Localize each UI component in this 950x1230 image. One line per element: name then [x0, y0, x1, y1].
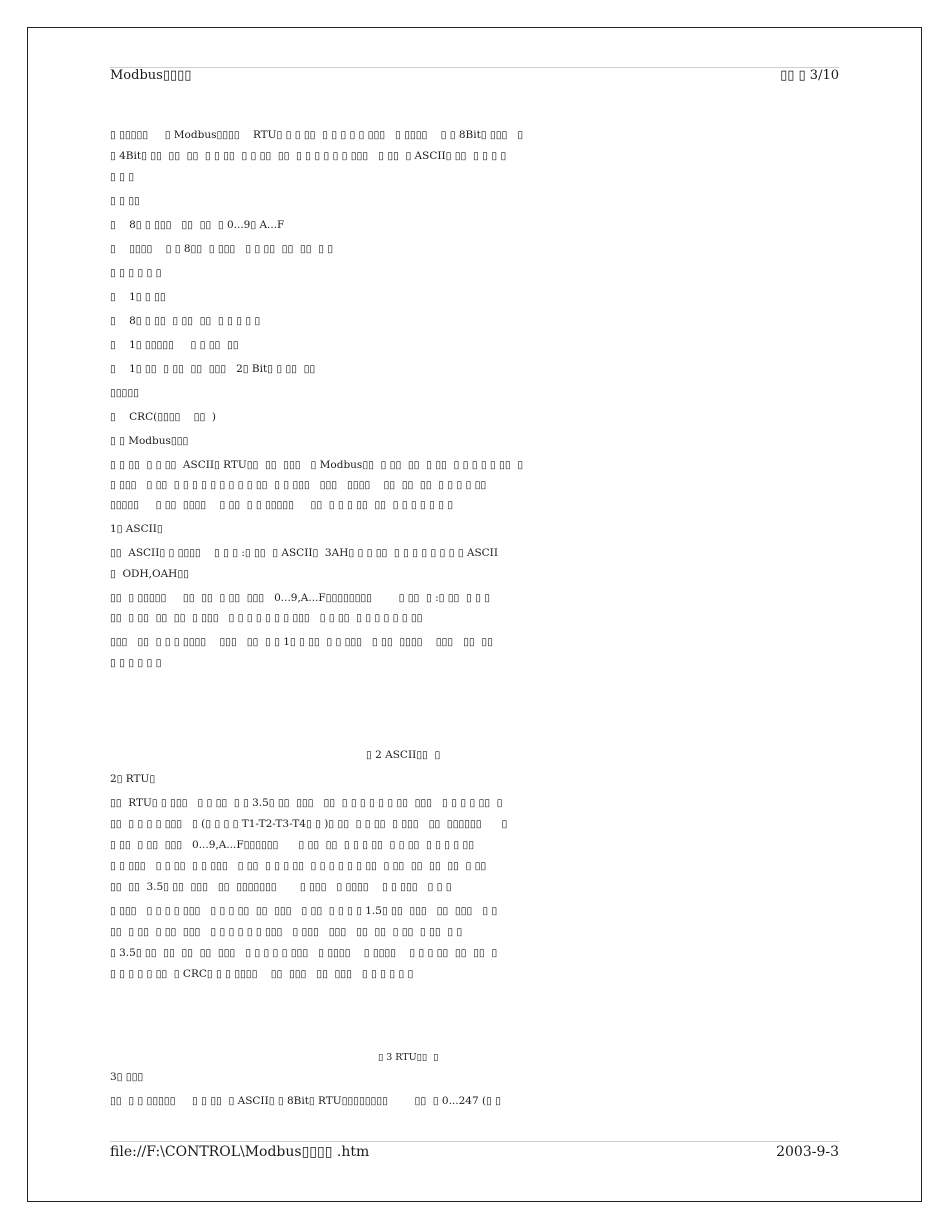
text-line: ▯ ▯ ▯▯ [110, 195, 140, 207]
text-line: ▯ ▯ ▯▯ ▯ ▯ ▯▯ ASCII▯ RTU▯▯ ▯▯ ▯▯▯ ▯ Modbus▯▯ ▯ ▯▯ ▯▯ ▯ ▯▯ ▯ ▯ ▯ ▯ ▯ ▯▯ ▯ [110, 459, 524, 471]
text-line: ▯ CRC(▯▯▯▯ ▯▯ ) [110, 411, 216, 423]
text-line: ▯ 1▯ ▯▯▯▯▯ ▯ ▯ ▯▯ ▯▯ [110, 339, 239, 351]
footer-file-path: file://F:\CONTROL\Modbus▯▯▯▯ .htm [110, 1144, 370, 1160]
figure-caption: ▯ 3 RTU▯▯ ▯ [378, 1052, 439, 1063]
text-line: ▯ ▯ ▯ ▯ ▯ ▯ [110, 267, 162, 279]
page-header [110, 67, 839, 86]
text-line: ▯ 3.5▯ ▯▯ ▯▯ ▯▯ ▯▯ ▯▯▯ ▯ ▯ ▯ ▯ ▯ ▯▯▯ ▯ ▯▯▯▯ ▯ ▯▯▯▯ ▯ ▯ ▯ ▯▯ ▯▯ ▯▯ ▯ [110, 947, 498, 959]
text-line: ▯ ▯▯▯▯▯ ▯ Modbus▯▯▯▯ RTU▯ ▯ ▯ ▯▯ ▯ ▯ ▯ ▯ ▯ ▯▯▯ ▯ ▯▯▯▯ ▯ ▯ 8Bit▯ ▯▯▯ ▯ [110, 129, 524, 141]
text-line: ▯▯ ▯ ▯ ▯▯▯▯▯ ▯ ▯ ▯▯ ▯ ASCII▯ ▯ 8Bit▯ RTU▯▯▯▯▯▯▯▯ ▯▯ ▯ 0...247 (▯ ▯ [110, 1095, 501, 1107]
text-line: ▯ ▯ ▯ ▯ ▯ ▯▯ ▯ CRC▯ ▯ ▯ ▯▯▯▯ ▯▯ ▯▯▯ ▯▯ ▯▯▯ ▯ ▯ ▯ ▯ ▯ ▯ [110, 968, 414, 980]
page-footer [110, 1141, 839, 1162]
text-line: ▯▯▯ ▯▯ ▯ ▯ ▯ ▯▯▯▯ ▯▯▯ ▯▯ ▯ ▯ 1▯ ▯ ▯▯ ▯ ▯ ▯▯▯ ▯ ▯▯ ▯▯▯▯ ▯▯▯ ▯▯ ▯▯ [110, 636, 493, 648]
figure-caption: ▯ 2 ASCII▯▯ ▯ [366, 749, 441, 761]
text-line: ▯ ▯▯ ▯ ▯▯ ▯▯▯ 0...9,A...F▯▯▯▯▯▯ ▯ ▯▯ ▯▯ ▯ ▯ ▯ ▯▯ ▯ ▯ ▯▯ ▯ ▯ ▯ ▯ ▯▯ [110, 839, 474, 851]
text-line: ▯▯▯▯▯ ▯ ▯▯ ▯▯▯▯ ▯ ▯▯ ▯ ▯ ▯▯▯▯▯ ▯▯ ▯ ▯ ▯ ▯▯ ▯▯ ▯ ▯ ▯ ▯ ▯ ▯ ▯ [110, 499, 454, 511]
text-line: ▯ ▯ ▯ ▯ ▯ ▯ [110, 657, 162, 669]
text-line: 3▯ ▯▯▯ [110, 1071, 144, 1083]
text-line: ▯▯ ASCII▯ ▯ ▯▯▯▯ ▯ ▯ ▯ :▯ ▯▯ ▯ ASCII▯ 3AH▯ ▯ ▯ ▯▯ ▯ ▯ ▯ ▯ ▯ ▯ ▯ ▯ ASCII [110, 547, 498, 559]
text-line: ▯ ODH,OAH▯▯ [110, 568, 189, 580]
header-page-number: ▯▯ ▯ 3/10 [780, 68, 839, 83]
text-line: ▯▯ ▯ ▯▯ ▯ ▯▯ ▯▯▯ ▯ ▯ ▯ ▯ ▯ ▯ ▯▯▯ ▯ ▯▯▯ ▯▯▯ ▯▯ ▯▯ ▯ ▯▯ ▯ ▯▯ ▯ ▯ [110, 926, 463, 938]
text-line: ▯▯ ▯ ▯ ▯ ▯ ▯▯▯ ▯ (▯ ▯ ▯ ▯ T1-T2-T3-T4▯ ▯ )▯ ▯▯ ▯ ▯ ▯▯ ▯ ▯▯▯ ▯▯ ▯▯▯▯▯▯ ▯ [110, 818, 508, 830]
text-line: ▯ 4Bit▯ ▯▯ ▯▯ ▯▯ ▯ ▯ ▯▯ ▯ ▯ ▯▯ ▯▯ ▯ ▯ ▯ ▯ ▯ ▯ ▯▯▯ ▯ ▯▯ ▯ ASCII▯ ▯▯ ▯ ▯ ▯ ▯ [110, 150, 507, 162]
text-line: 1▯ ASCII▯ [110, 523, 163, 535]
text-line: 2▯ RTU▯ [110, 773, 156, 785]
text-line: ▯ 8▯ ▯ ▯▯ ▯ ▯▯ ▯▯ ▯ ▯ ▯ ▯ ▯ [110, 315, 261, 327]
header-title: Modbus▯▯▯▯ [110, 68, 192, 83]
text-line: ▯▯ ▯▯ 3.5▯ ▯▯ ▯▯▯ ▯▯ ▯▯▯▯▯▯▯ ▯ ▯▯▯ ▯ ▯▯▯▯ ▯ ▯ ▯▯▯ ▯ ▯ ▯ [110, 881, 452, 893]
text-line: ▯ 1▯ ▯▯ ▯ ▯▯ ▯▯ ▯▯▯ 2▯ Bit▯ ▯ ▯▯ ▯▯ [110, 363, 316, 375]
text-line: ▯ ▯▯▯ ▯ ▯ ▯ ▯ ▯▯▯ ▯ ▯ ▯ ▯▯ ▯▯ ▯▯▯ ▯ ▯▯ ▯ ▯ ▯ ▯ 1.5▯ ▯▯ ▯▯▯ ▯▯ ▯▯▯ ▯ ▯ [110, 905, 498, 917]
text-line: ▯ ▯▯▯▯ ▯ ▯ 8▯▯ ▯ ▯▯▯ ▯ ▯ ▯▯ ▯▯ ▯▯ ▯ ▯ [110, 243, 334, 255]
text-line: ▯▯ ▯ ▯▯ ▯▯ ▯▯ ▯ ▯▯▯ ▯ ▯ ▯ ▯ ▯ ▯ ▯ ▯▯▯ ▯ ▯ ▯▯ ▯ ▯ ▯ ▯ ▯ ▯ ▯▯ [110, 612, 423, 624]
text-line: ▯ ▯▯▯ ▯ ▯▯ ▯ ▯ ▯ ▯ ▯ ▯ ▯ ▯ ▯ ▯▯ ▯ ▯ ▯▯▯ ▯▯▯ ▯▯▯▯ ▯▯ ▯▯ ▯▯ ▯ ▯ ▯ ▯ ▯▯ [110, 479, 487, 491]
text-line: ▯ 1▯ ▯ ▯▯ [110, 291, 166, 303]
text-line: ▯ ▯ ▯ [110, 171, 135, 183]
text-line: ▯ ▯ Modbus▯▯▯ [110, 435, 189, 447]
text-line: ▯ 8▯ ▯ ▯▯▯ ▯▯ ▯▯ ▯ 0...9▯ A...F [110, 219, 285, 231]
footer-date: 2003-9-3 [776, 1144, 839, 1160]
text-line: ▯ ▯ ▯▯▯ ▯ ▯ ▯▯ ▯ ▯ ▯▯▯ ▯ ▯▯ ▯ ▯ ▯ ▯▯ ▯ ▯ ▯ ▯ ▯ ▯ ▯▯ ▯ ▯▯ ▯▯ ▯▯ ▯▯ ▯ ▯▯ [110, 860, 487, 872]
text-line: ▯▯ ▯ ▯▯▯▯▯ ▯▯ ▯▯ ▯ ▯▯ ▯▯▯ 0...9,A...F▯▯▯▯▯▯▯▯ ▯ ▯▯ ▯ :▯ ▯▯ ▯ ▯ ▯ [110, 592, 490, 604]
text-line: ▯▯▯▯▯ [110, 387, 139, 399]
text-line: ▯▯ RTU▯ ▯ ▯▯▯ ▯ ▯ ▯▯ ▯ ▯ 3.5▯ ▯▯ ▯▯▯ ▯▯ ▯ ▯ ▯ ▯ ▯ ▯ ▯▯ ▯▯▯ ▯ ▯ ▯ ▯ ▯▯ ▯ [110, 797, 503, 809]
